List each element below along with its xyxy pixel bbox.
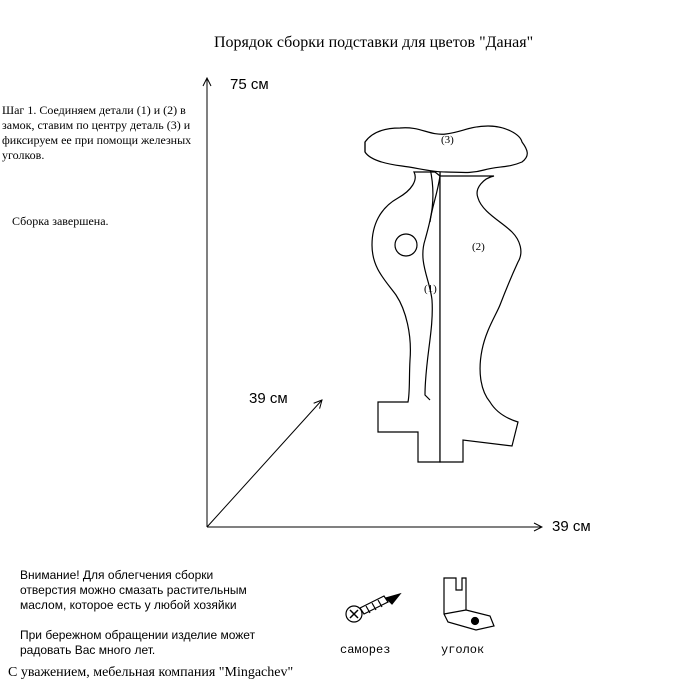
part-3-top-shelf	[365, 126, 527, 173]
footer-regards: С уважением, мебельная компания "Mingachev"	[8, 665, 294, 680]
part-2-front-panel	[430, 168, 521, 462]
assembly-complete-text: Сборка завершена.	[12, 214, 109, 228]
depth-axis	[207, 400, 322, 527]
height-dimension: 75 см	[230, 76, 269, 93]
part-2-label: (2)	[472, 241, 485, 253]
part-1-side-panel	[372, 172, 440, 462]
care-note: При бережном обращении изделие может радовать Вас много лет.	[20, 628, 256, 657]
attention-note: Внимание! Для облегчения сборки отверстия можно смазать растительным маслом, которое есть у любой хозяйки	[20, 568, 247, 612]
bracket-label: уголок	[441, 643, 485, 657]
part-3-label: (3)	[441, 134, 454, 146]
width-dimension: 39 см	[552, 518, 591, 535]
part-1-hole	[395, 234, 417, 256]
bracket-icon	[444, 578, 494, 630]
part-1-label: (1)	[424, 283, 437, 295]
screw-label: саморез	[340, 643, 391, 657]
assembly-step-1: Шаг 1. Соединяем детали (1) и (2) в замок, ставим по центру деталь (3) и фиксируем ее при помощи железных уголков.	[2, 103, 192, 162]
page-title: Порядок сборки подставки для цветов "Даная"	[214, 34, 534, 51]
flower-stand-drawing	[365, 126, 527, 462]
screw-icon	[346, 594, 400, 622]
depth-dimension: 39 см	[249, 390, 288, 407]
